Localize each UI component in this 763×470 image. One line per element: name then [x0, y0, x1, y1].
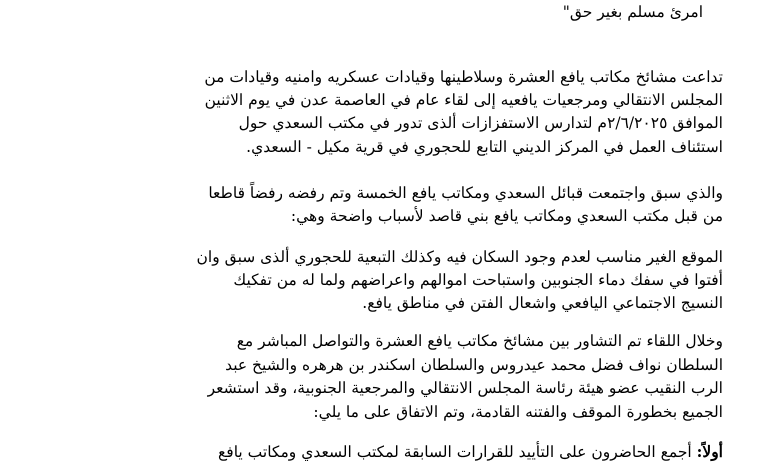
paragraph-5-label: أولاً: [696, 442, 723, 461]
paragraph-2-line-2: من قبل مكتب السعدي ومكاتب يافع بني قاصد لأسباب واضحة وهي: [290, 207, 723, 225]
paragraph-1-line-3: الموافق ٢/٦/٢٠٢٥م لتدارس الاستفزازات ألذى تدور في مكتب السعدي حول [238, 114, 723, 132]
paragraph-4-line-3: الرب النقيب عضو هيئة رئاسة المجلس الانتقالي والمرجعية الجنوبية، وقد استشعر [207, 379, 723, 397]
intro-quote-fragment: امرئ مسلم بغير حق" [562, 3, 703, 21]
paragraph-1-line-1: تداعت مشائخ مكاتب يافع العشرة وسلاطينها وقيادات عسكريه وامنيه وقيادات من [204, 68, 723, 86]
paragraph-3-line-1: الموقع الغير مناسب لعدم وجود السكان فيه وكذلك التبعية للحجوري ألذى سبق وان [196, 248, 723, 266]
paragraph-4-line-2: السلطان نواف فضل محمد عيدروس والسلطان اسكندر بن هرهره والشيخ عبد [225, 356, 723, 374]
paragraph-4-line-4: الجميع بخطورة الموقف والفتنه القادمة، وتم الاتفاق على ما يلي: [313, 403, 723, 421]
paragraph-2-line-1: والذي سبق واجتمعت قبائل السعدي ومكاتب يافع الخمسة وتم رفضه رفضاً قاطعا [208, 184, 723, 202]
paragraph-5-text: أجمع الحاضرون على التأييد للقرارات السابقة لمكتب السعدي ومكاتب يافع [218, 443, 697, 461]
paragraph-1-line-2: المجلس الانتقالي ومرجعيات يافعيه إلى لقاء عام في العاصمة عدن في يوم الاثنين [204, 91, 723, 109]
paragraph-3-line-2: أفتوا في سفك دماء الجنوبين واستباحت اموالهم واعراضهم ولما له من تفكيك [233, 271, 723, 289]
paragraph-4-line-1: وخلال اللقاء تم التشاور بين مشائخ مكاتب يافع العشرة والتواصل المباشر مع [236, 332, 723, 350]
paragraph-3-line-3: النسيج الاجتماعي اليافعي واشعال الفتن في مناطق يافع. [362, 294, 723, 312]
paragraph-5-line-1 [218, 442, 723, 462]
paragraph-1-line-4: استئناف العمل في المركز الديني التابع للحجوري في قرية مكيل - السعدي. [246, 138, 723, 156]
